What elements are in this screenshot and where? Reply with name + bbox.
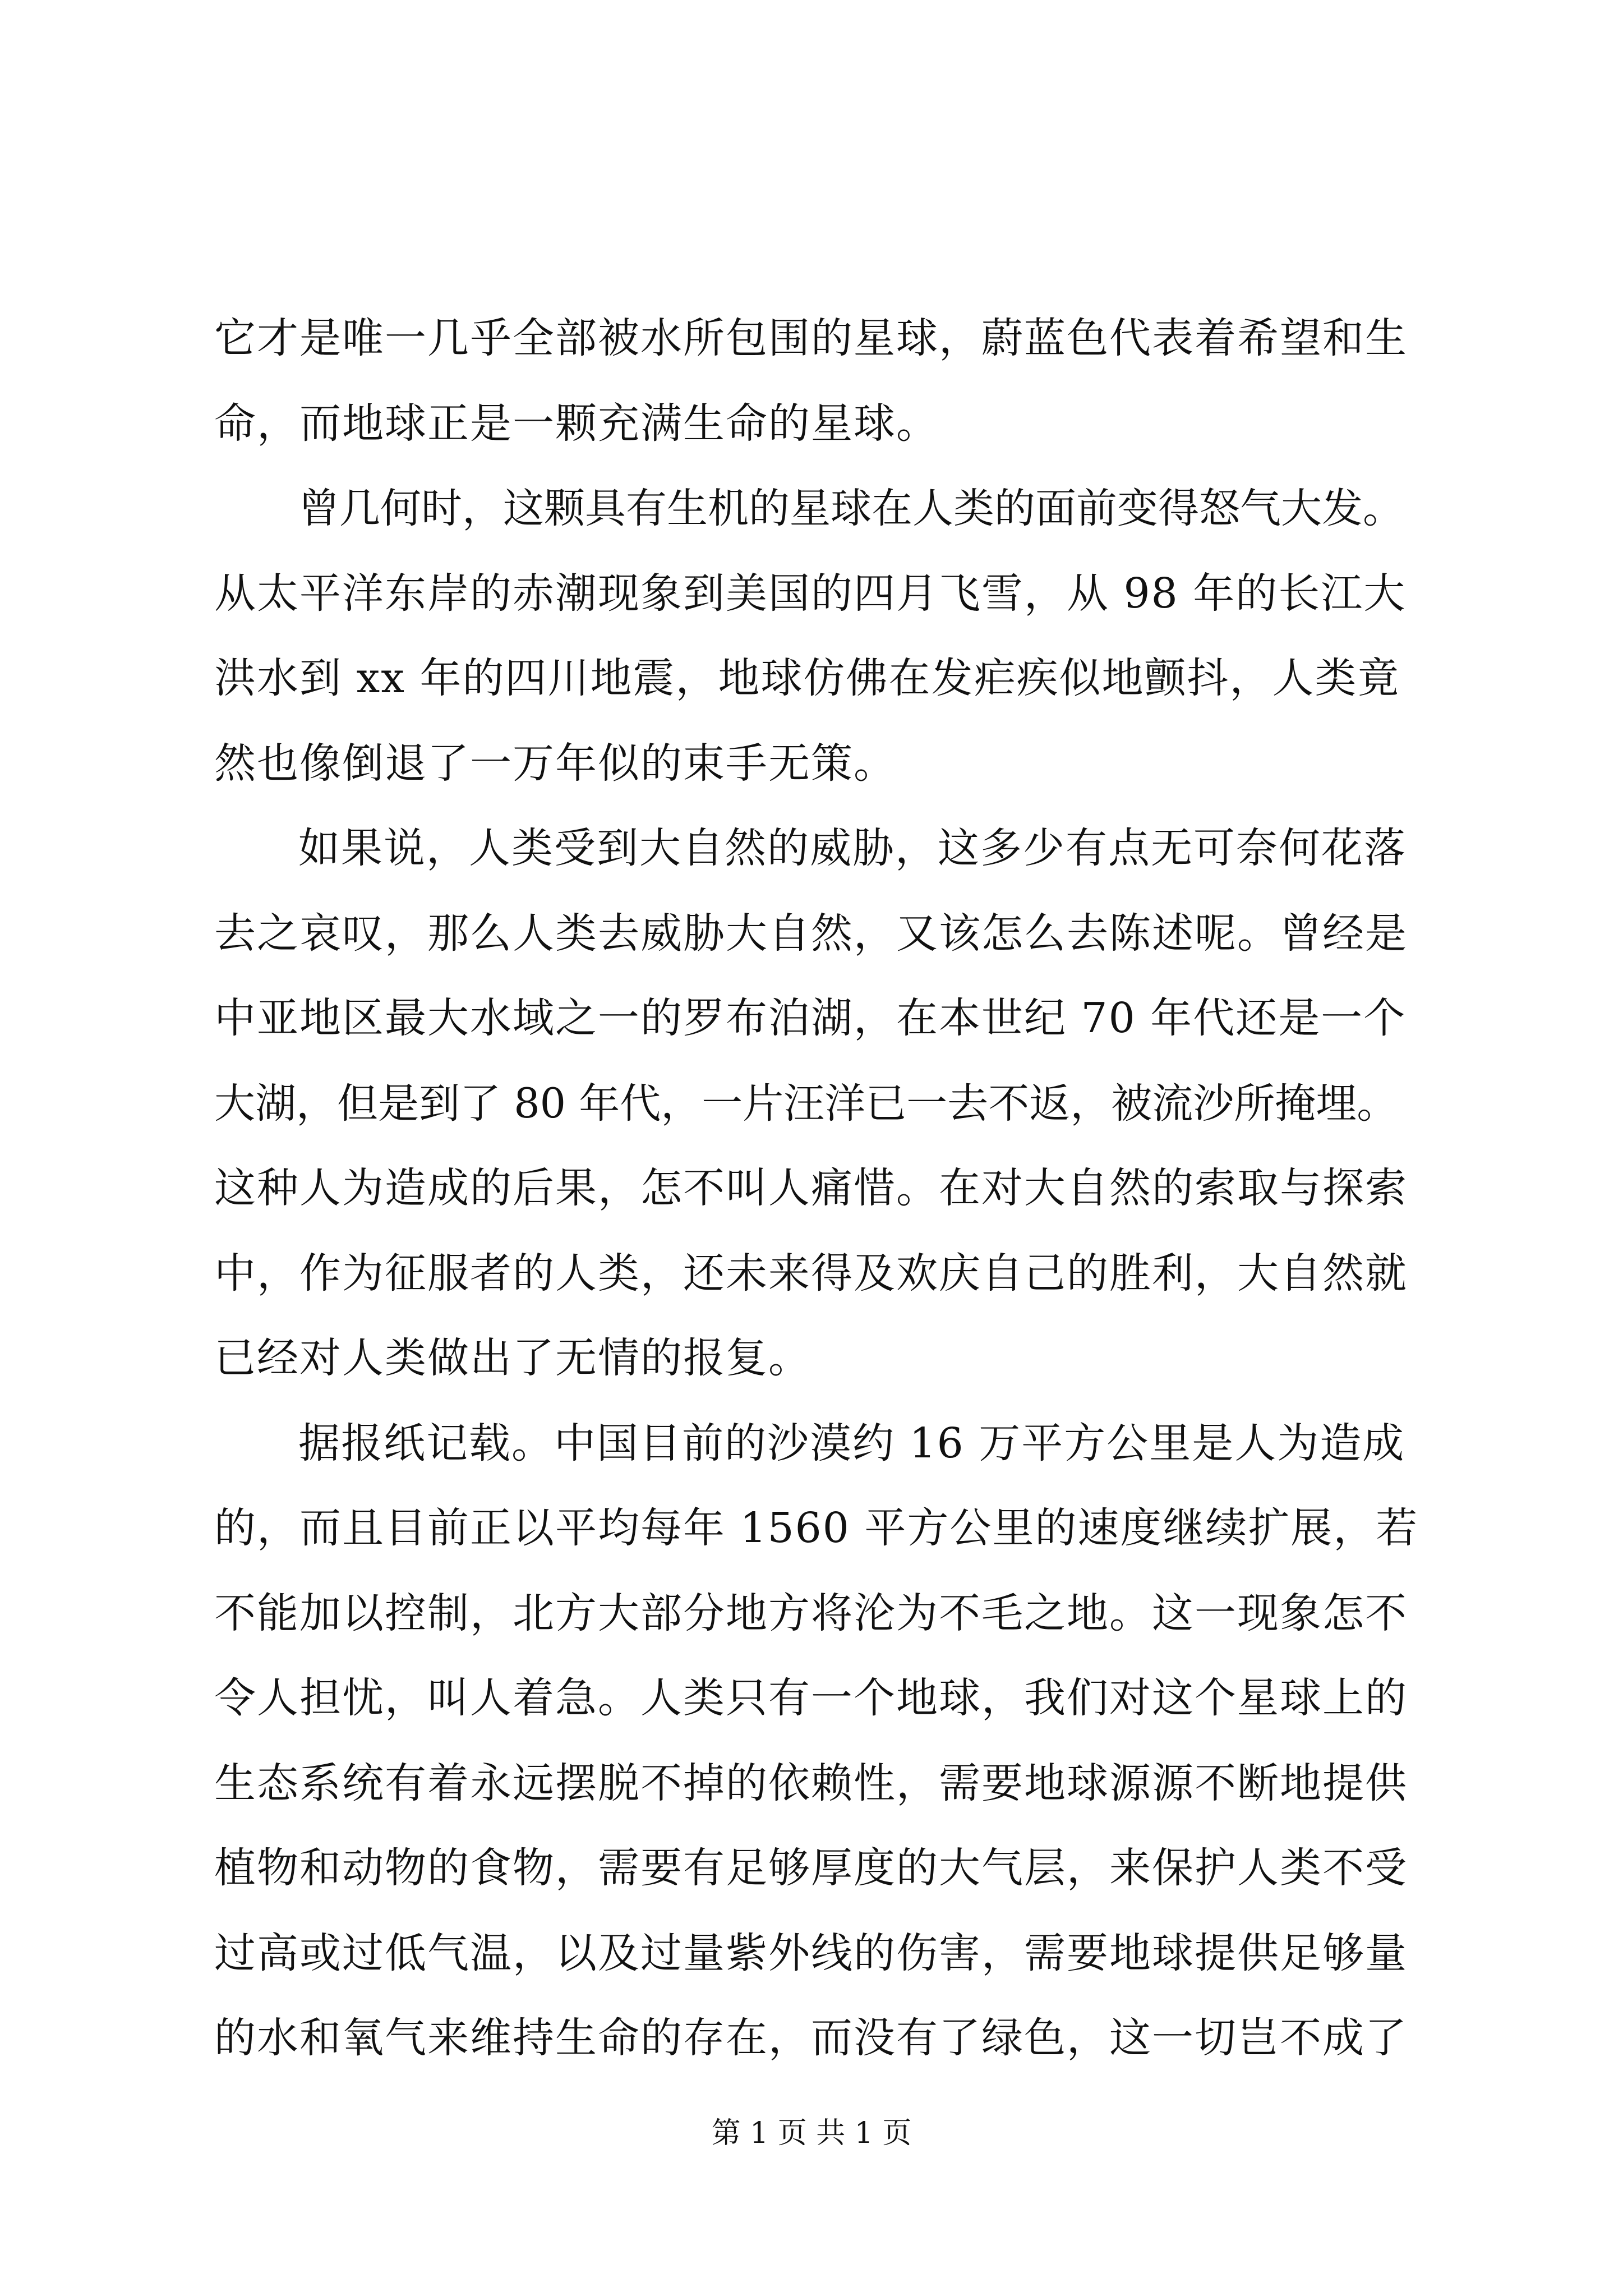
- paragraph-first-line: 曾几何时，这颗具有生机的星球在人类的面前变得怒气大发。: [298, 485, 1404, 532]
- paragraph-first-line: 如果说，人类受到大自然的威胁，这多少有点无可奈何花落: [298, 824, 1407, 872]
- text-line: 去之哀叹，那么人类去威胁大自然，又该怎么去陈述呢。曾经是: [214, 909, 1408, 958]
- text-line: 然也像倒退了一万年似的束手无策。: [214, 739, 896, 788]
- text-line: 从太平洋东岸的赤潮现象到美国的四月飞雪，从 98 年的长江大: [214, 569, 1407, 618]
- text-line: 植物和动物的食物，需要有足够厚度的大气层，来保护人类不受: [214, 1844, 1408, 1892]
- text-line: 它才是唯一几乎全部被水所包围的星球，蔚蓝色代表着希望和生: [214, 314, 1408, 362]
- paragraph-first-line: 据报纸记载。中国目前的沙漠约 16 万平方公里是人为造成: [298, 1419, 1405, 1467]
- text-line: 中亚地区最大水域之一的罗布泊湖，在本世纪 70 年代还是一个: [214, 994, 1407, 1042]
- text-line: 的，而且目前正以平均每年 1560 平方公里的速度继续扩展，若: [214, 1504, 1419, 1552]
- text-line: 中，作为征服者的人类，还未来得及欢庆自己的胜利，大自然就: [214, 1249, 1408, 1297]
- text-line: 过高或过低气温，以及过量紫外线的伤害，需要地球提供足够量: [214, 1929, 1408, 1977]
- text-line: 不能加以控制，北方大部分地方将沦为不毛之地。这一现象怎不: [214, 1589, 1408, 1637]
- text-line: 命，而地球正是一颗充满生命的星球。: [214, 399, 939, 448]
- page-number-footer: 第 1 页 共 1 页: [711, 2116, 912, 2150]
- text-line: 大湖，但是到了 80 年代，一片汪洋已一去不返，被流沙所掩埋。: [214, 1079, 1398, 1128]
- text-line: 这种人为造成的后果，怎不叫人痛惜。在对大自然的索取与探索: [214, 1164, 1408, 1212]
- text-line: 洪水到 xx 年的四川地震，地球仿佛在发疟疾似地颤抖，人类竟: [214, 654, 1400, 702]
- body-text: [214, 296, 1431, 2081]
- text-line: 生态系统有着永远摆脱不掉的依赖性，需要地球源源不断地提供: [214, 1759, 1408, 1807]
- text-line: 已经对人类做出了无情的报复。: [214, 1334, 811, 1382]
- text-line: 令人担忧，叫人着急。人类只有一个地球，我们对这个星球上的: [214, 1674, 1408, 1722]
- text-line: 的水和氧气来维持生命的存在，而没有了绿色，这一切岂不成了: [214, 2014, 1408, 2062]
